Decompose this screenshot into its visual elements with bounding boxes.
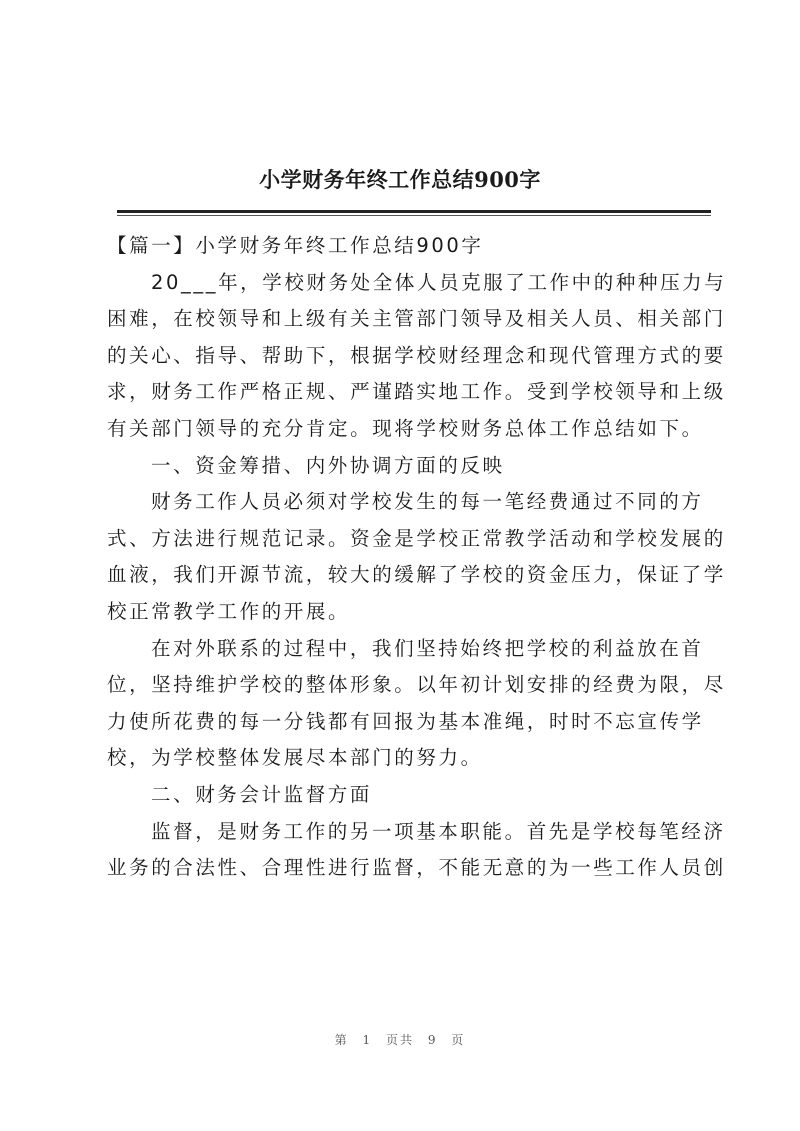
footer-label-page: 第 (334, 1033, 349, 1047)
paragraph-line: 业务的合法性、合理性进行监督，不能无意的为一些工作人员创 (107, 856, 726, 880)
paragraph-line: 的关心、指导、帮助下，根据学校财经理念和现代管理方式的要 (107, 343, 726, 367)
paragraph-line: 监督，是财务工作的另一项基本职能。首先是学校每笔经济 (151, 819, 726, 843)
footer-label-of: 页共 (385, 1033, 414, 1047)
paragraph-line: 式、方法进行规范记录。资金是学校正常教学活动和学校发展的 (107, 526, 726, 550)
paragraph-line: 校正常教学工作的开展。 (107, 599, 351, 623)
document-body (107, 228, 727, 887)
subsection-heading: 一、资金筹措、内外协调方面的反映 (151, 453, 505, 477)
paragraph-line: 力使所花费的每一分钱都有回报为基本准绳，时时不忘宣传学 (107, 709, 704, 733)
paragraph-line: 血液，我们开源节流，较大的缓解了学校的资金压力，保证了学 (107, 563, 726, 587)
paragraph-line: 有关部门领导的充分肯定。现将学校财务总体工作总结如下。 (107, 416, 704, 440)
paragraph-line: 在对外联系的过程中，我们坚持始终把学校的利益放在首 (151, 636, 704, 660)
title-divider-thin (117, 215, 711, 216)
footer-total-pages: 9 (427, 1033, 438, 1047)
paragraph-line: 求，财务工作严格正规、严谨踏实地工作。受到学校领导和上级 (107, 380, 726, 404)
document-title: 小学财务年终工作总结900字 (259, 167, 541, 192)
paragraph-line: 财务工作人员必须对学校发生的每一笔经费通过不同的方 (151, 490, 704, 514)
footer-current-page: 1 (362, 1033, 373, 1047)
page-footer (0, 1031, 800, 1048)
paragraph-line: 20___年，学校财务处全体人员克服了工作中的种种压力与 (151, 270, 727, 294)
section-heading: 【篇一】小学财务年终工作总结900字 (107, 234, 484, 257)
paragraph-line: 校，为学校整体发展尽本部门的努力。 (107, 746, 483, 770)
subsection-heading: 二、财务会计监督方面 (151, 782, 373, 806)
paragraph-line: 位，坚持维护学校的整体形象。以年初计划安排的经费为限，尽 (107, 673, 726, 697)
footer-label-end: 页 (451, 1033, 466, 1047)
paragraph-line: 困难，在校领导和上级有关主管部门领导及相关人员、相关部门 (107, 307, 726, 331)
title-divider-thick (117, 210, 711, 213)
